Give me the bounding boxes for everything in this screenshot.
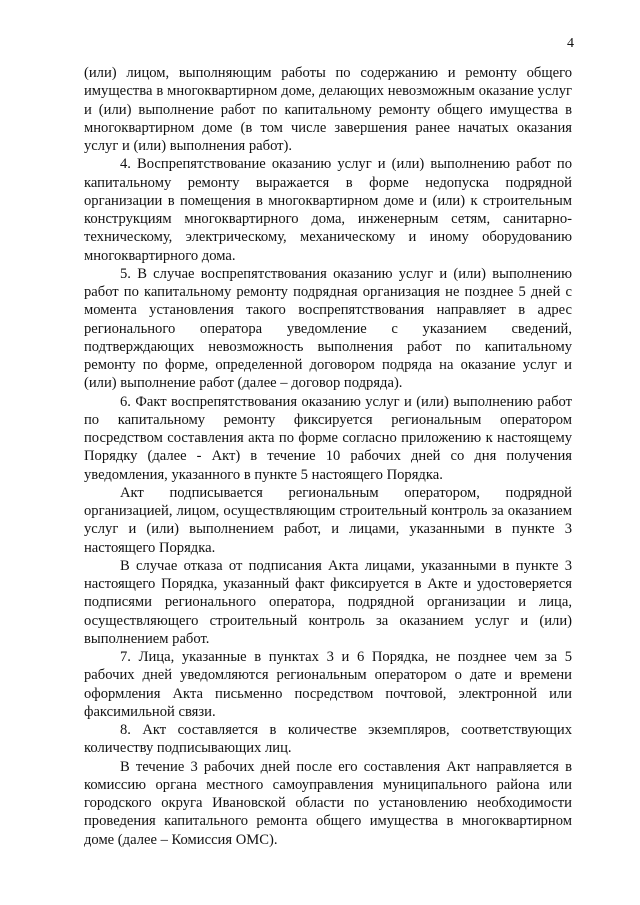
paragraph-continuation: (или) лицом, выполняющим работы по содержанию и ремонту общего имущества в многоквартирном доме, делающих невозможным оказание услуг и (или) выполнение работ по капитальному ремонту общего имущества в многоквартирном доме (в том числе завершения ранее начатых оказания услуг и (или) выполнения работ). — [84, 65, 572, 154]
paragraph-item-7: 7. Лица, указанные в пунктах 3 и 6 Порядка, не позднее чем за 5 рабочих дней уведомляются региональным оператором о дате и времени оформления Акта письменно посредством почтовой, электронной или факсимильной связи. — [84, 649, 572, 720]
paragraph-item-4: 4. Воспрепятствование оказанию услуг и (или) выполнению работ по капитальному ремонту выражается в форме недопуска подрядной организации в помещения в многоквартирном доме и (или) к строительным конструкциям многоквартирного дома, инженерным сетям, санитарно-техническому, электрическому, механическому и иному оборудованию многоквартирного дома. — [84, 156, 572, 264]
paragraph-item-5: 5. В случае воспрепятствования оказанию услуг и (или) выполнению работ по капитальному ремонту подрядная организация не позднее 5 дней с момента установления такого воспрепятствования направляет в адрес регионального оператора уведомление с указанием сведений, подтверждающих невозможность выполнения работ по капитальному ремонту по форме, определенной договором подряда на оказание услуг и (или) выполнение работ (далее – договор подряда). — [84, 265, 572, 392]
page-number: 4 — [567, 36, 574, 51]
document-body — [84, 64, 572, 849]
paragraph-commission: В течение 3 рабочих дней после его составления Акт направляется в комиссию органа местного самоуправления муниципального района или городского округа Ивановской области по установлению необходимости проведения капитального ремонта общего имущества в многоквартирном доме (далее – Комиссия ОМС). — [84, 758, 572, 848]
paragraph-item-6: 6. Факт воспрепятствования оказанию услуг и (или) выполнению работ по капитальному ремонту фиксируется региональным оператором посредством составления акта по форме согласно приложению к настоящему Порядку (далее - Акт) в течение 10 рабочих дней со дня получения уведомления, указанного в пункте 5 настоящего Порядка. — [84, 393, 572, 483]
paragraph-act-signing: Акт подписывается региональным оператором, подрядной организацией, лицом, осуществляющим строительный контроль за оказанием услуг и (или) выполнением работ, и лицами, указанными в пункте 3 настоящего Порядка. — [84, 484, 572, 556]
paragraph-item-8: 8. Акт составляется в количестве экземпляров, соответствующих количеству подписывающих лиц. — [84, 722, 572, 757]
paragraph-refusal: В случае отказа от подписания Акта лицами, указанными в пункте 3 настоящего Порядка, указанный факт фиксируется в Акте и удостоверяется подписями регионального оператора, подрядной организации и лица, осуществляющего строительный контроль за оказанием услуг и (или) выполнением работ. — [84, 557, 572, 647]
